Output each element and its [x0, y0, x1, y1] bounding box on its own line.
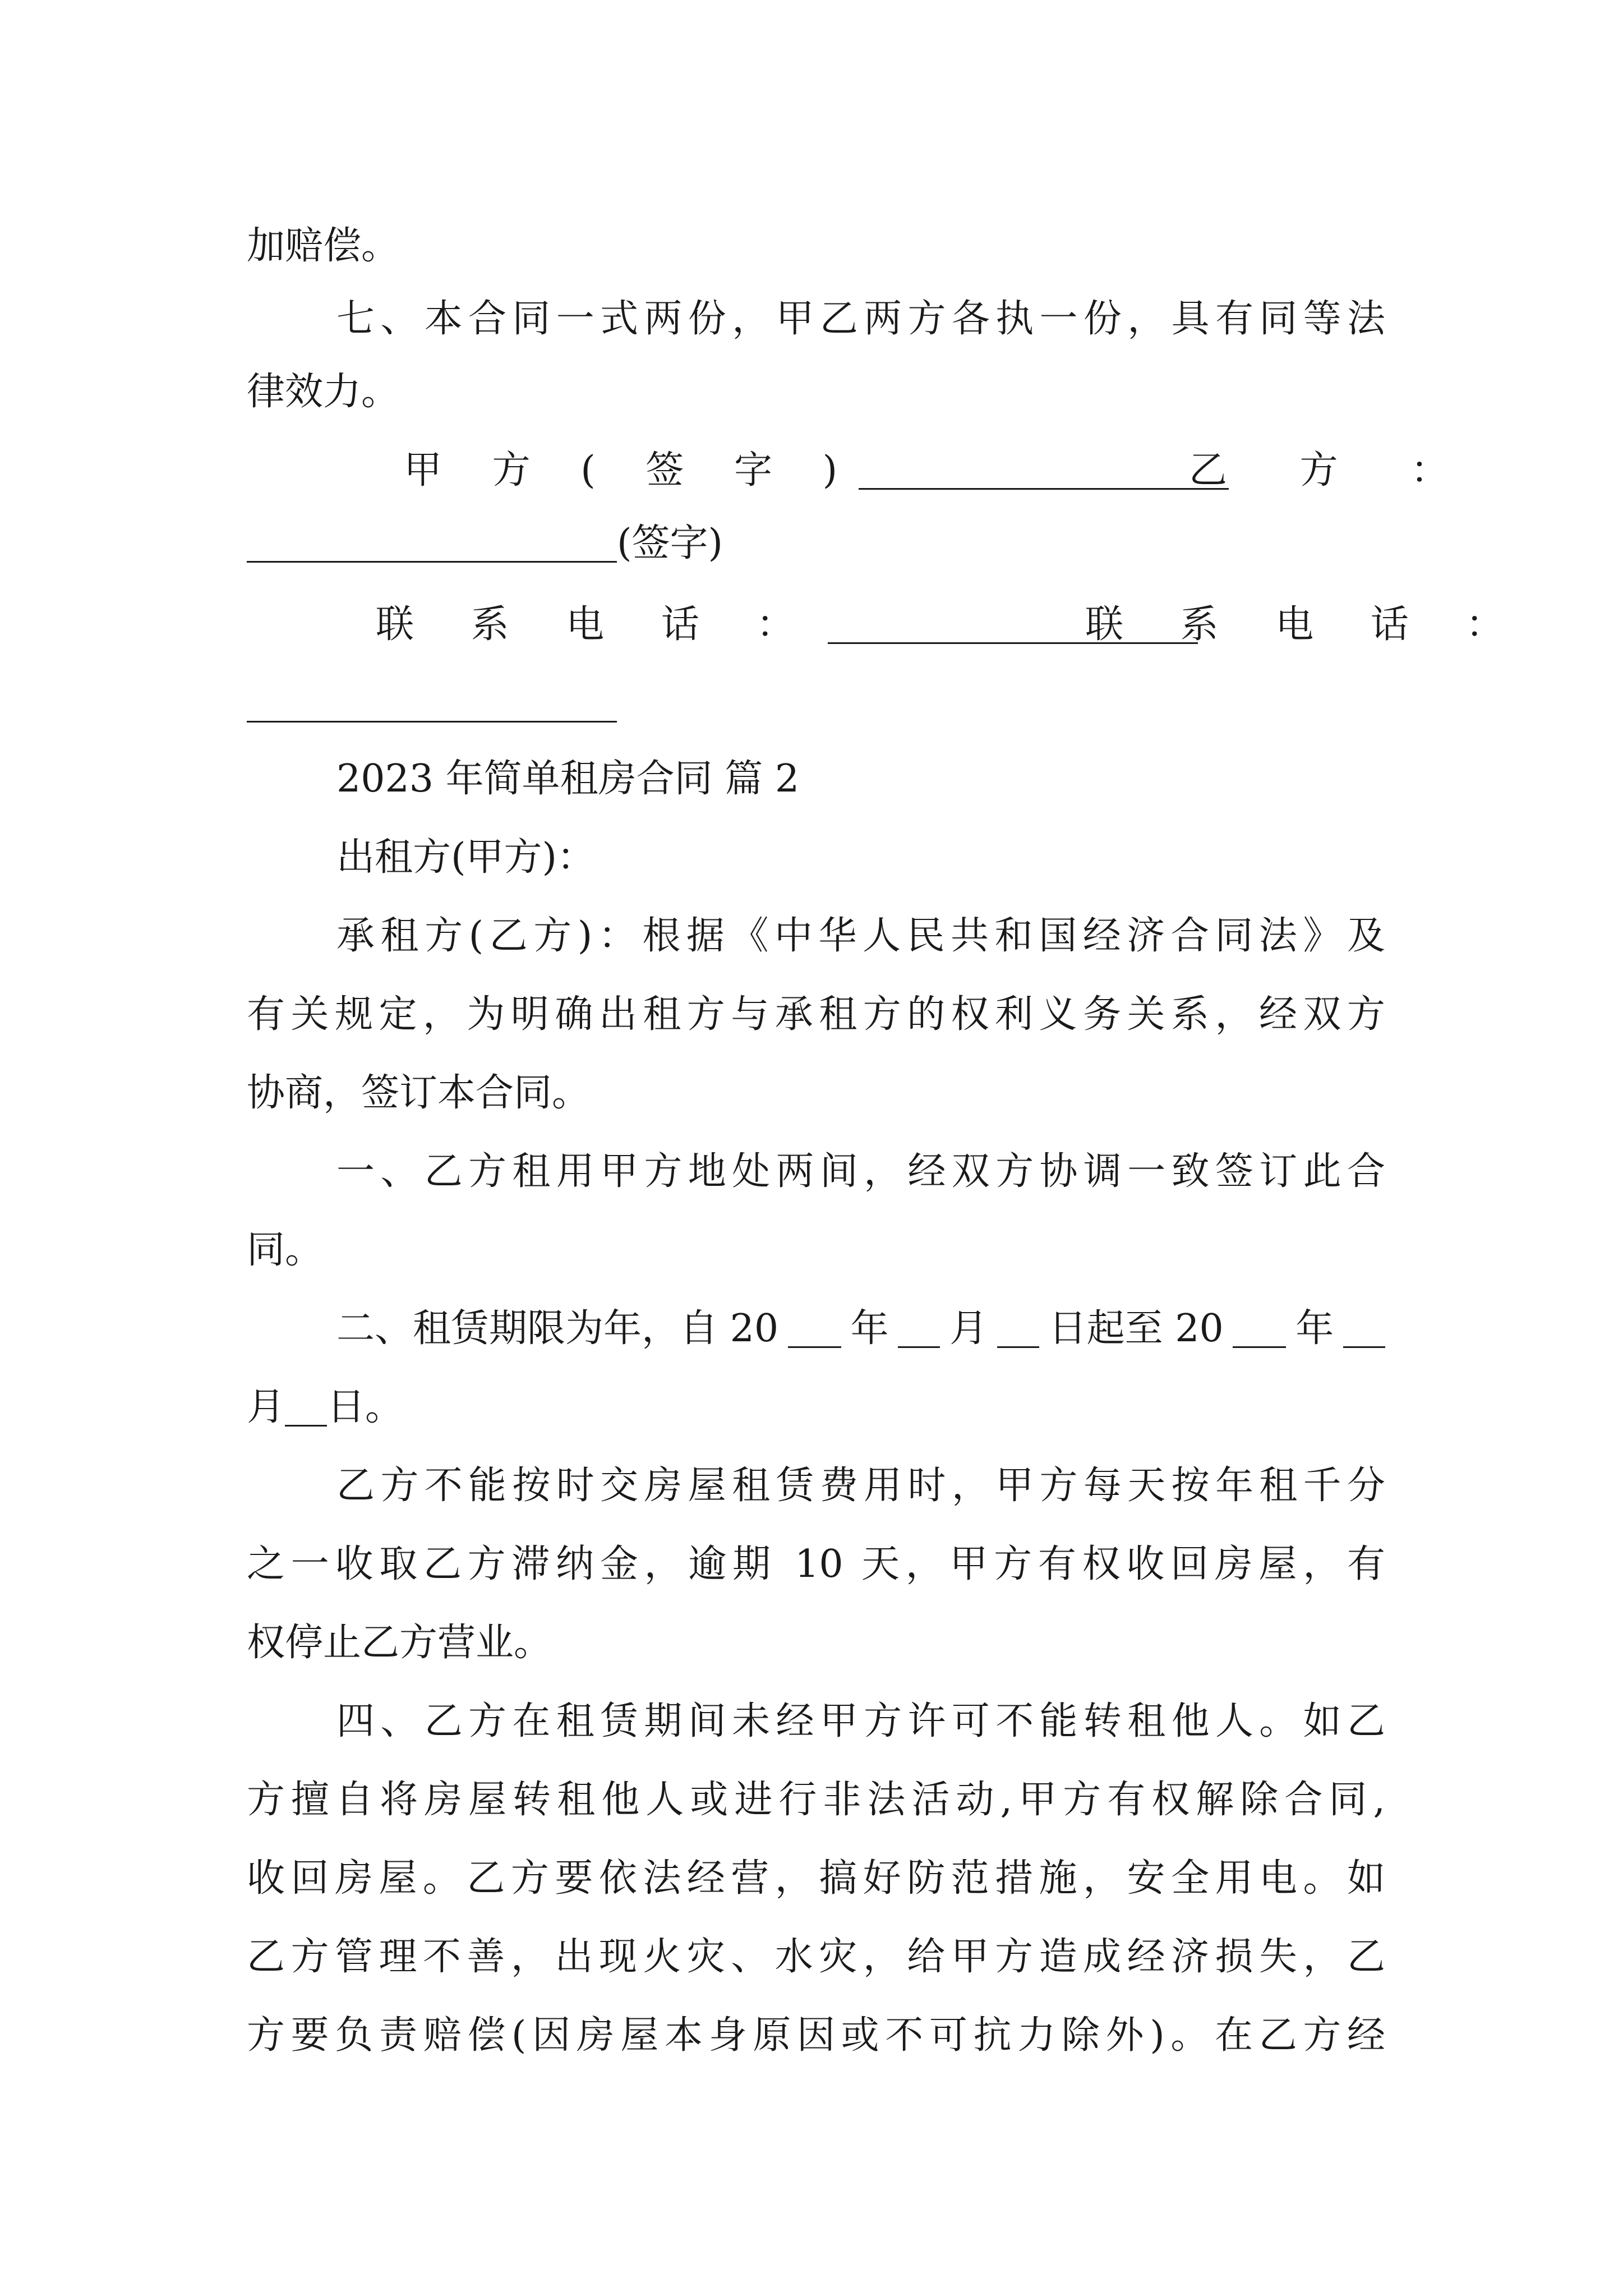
lessor-line: 出租方(甲方)：	[336, 835, 596, 880]
clause-four-line-5: 方要负责赔偿(因房屋本身原因或不可抗力除外)。在乙方经	[247, 2013, 1385, 2058]
late-fee-line-3: 权停止乙方营业。	[247, 1621, 552, 1665]
month-blank-end-part	[1343, 1346, 1385, 1348]
clause-one-line-2: 同。	[247, 1228, 324, 1272]
year-blank-start	[788, 1346, 841, 1348]
clause-seven-line-2: 律效力。	[247, 370, 400, 414]
party-b-sign-tail: (签字)	[617, 521, 723, 565]
clause-one-line-1: 一、乙方租用甲方地处两间，经双方协调一致签订此合	[336, 1149, 1385, 1194]
preamble-line-3: 协商，签订本合同。	[247, 1071, 591, 1115]
late-fee-line-2: 之一收取乙方滞纳金，逾期 10 天，甲方有权收回房屋，有	[247, 1542, 1385, 1586]
day-blank-start	[997, 1346, 1039, 1348]
clause-two-text-d: 日起至 20	[1048, 1306, 1224, 1351]
preamble-line-2: 有关规定，为明确出租方与承租方的权利义务关系，经双方	[247, 992, 1385, 1037]
clause-two-line-2	[247, 1385, 1385, 1429]
clause-two-text-g: 日。	[327, 1385, 404, 1429]
party-b-phone-blank-row	[247, 687, 617, 723]
clause-four-line-2: 方擅自将房屋转租他人或进行非法活动,甲方有权解除合同,	[247, 1778, 1385, 1822]
clause-two-line-1	[336, 1306, 1385, 1351]
text-line: 加赔偿。	[247, 224, 400, 268]
late-fee-line-1: 乙方不能按时交房屋租赁费用时，甲方每天按年租千分	[336, 1464, 1385, 1508]
clause-four-line-1: 四、乙方在租赁期间未经甲方许可不能转租他人。如乙	[336, 1699, 1385, 1743]
party-b-label-row	[1189, 448, 1479, 493]
party-b-phone-blank	[247, 687, 617, 723]
clause-four-line-3: 收回房屋。乙方要依法经营，搞好防范措施，安全用电。如	[247, 1856, 1385, 1901]
preamble-line-1: 承租方(乙方)：根据《中华人民共和国经济合同法》及	[336, 914, 1385, 958]
party-b-phone-label: 联 系 电 话 ：	[1085, 602, 1527, 647]
clause-seven-line-1: 七、本合同一式两份，甲乙两方各执一份，具有同等法	[336, 297, 1385, 341]
clause-two-text-c: 月	[949, 1306, 988, 1351]
party-a-sign-blank	[859, 488, 1229, 490]
year-blank-end	[1233, 1346, 1286, 1348]
phone-row-party-b	[1085, 602, 1527, 647]
month-blank-start	[898, 1346, 940, 1348]
signature-row-party-b	[247, 521, 723, 565]
signature-row-party-a	[404, 448, 1229, 493]
clause-four-line-4: 乙方管理不善，出现火灾、水灾，给甲方造成经济损失，乙	[247, 1935, 1385, 1979]
day-blank-end	[285, 1425, 327, 1427]
phone-row-party-a	[376, 602, 1198, 647]
party-a-sign-label: 甲 方 ( 签 字 )	[404, 448, 857, 493]
section-heading: 2023 年简单租房合同 篇 2	[336, 757, 800, 801]
party-a-phone-label: 联 系 电 话 ：	[376, 602, 817, 647]
party-b-sign-label: 乙 方 ：	[1189, 448, 1479, 493]
party-b-sign-blank	[247, 561, 617, 563]
clause-two-text-b: 年	[850, 1306, 889, 1351]
clause-two-text-f: 月	[247, 1385, 285, 1429]
clause-two-text-e: 年	[1295, 1306, 1334, 1351]
clause-two-text-a: 二、租赁期限为年，自 20	[336, 1306, 779, 1351]
